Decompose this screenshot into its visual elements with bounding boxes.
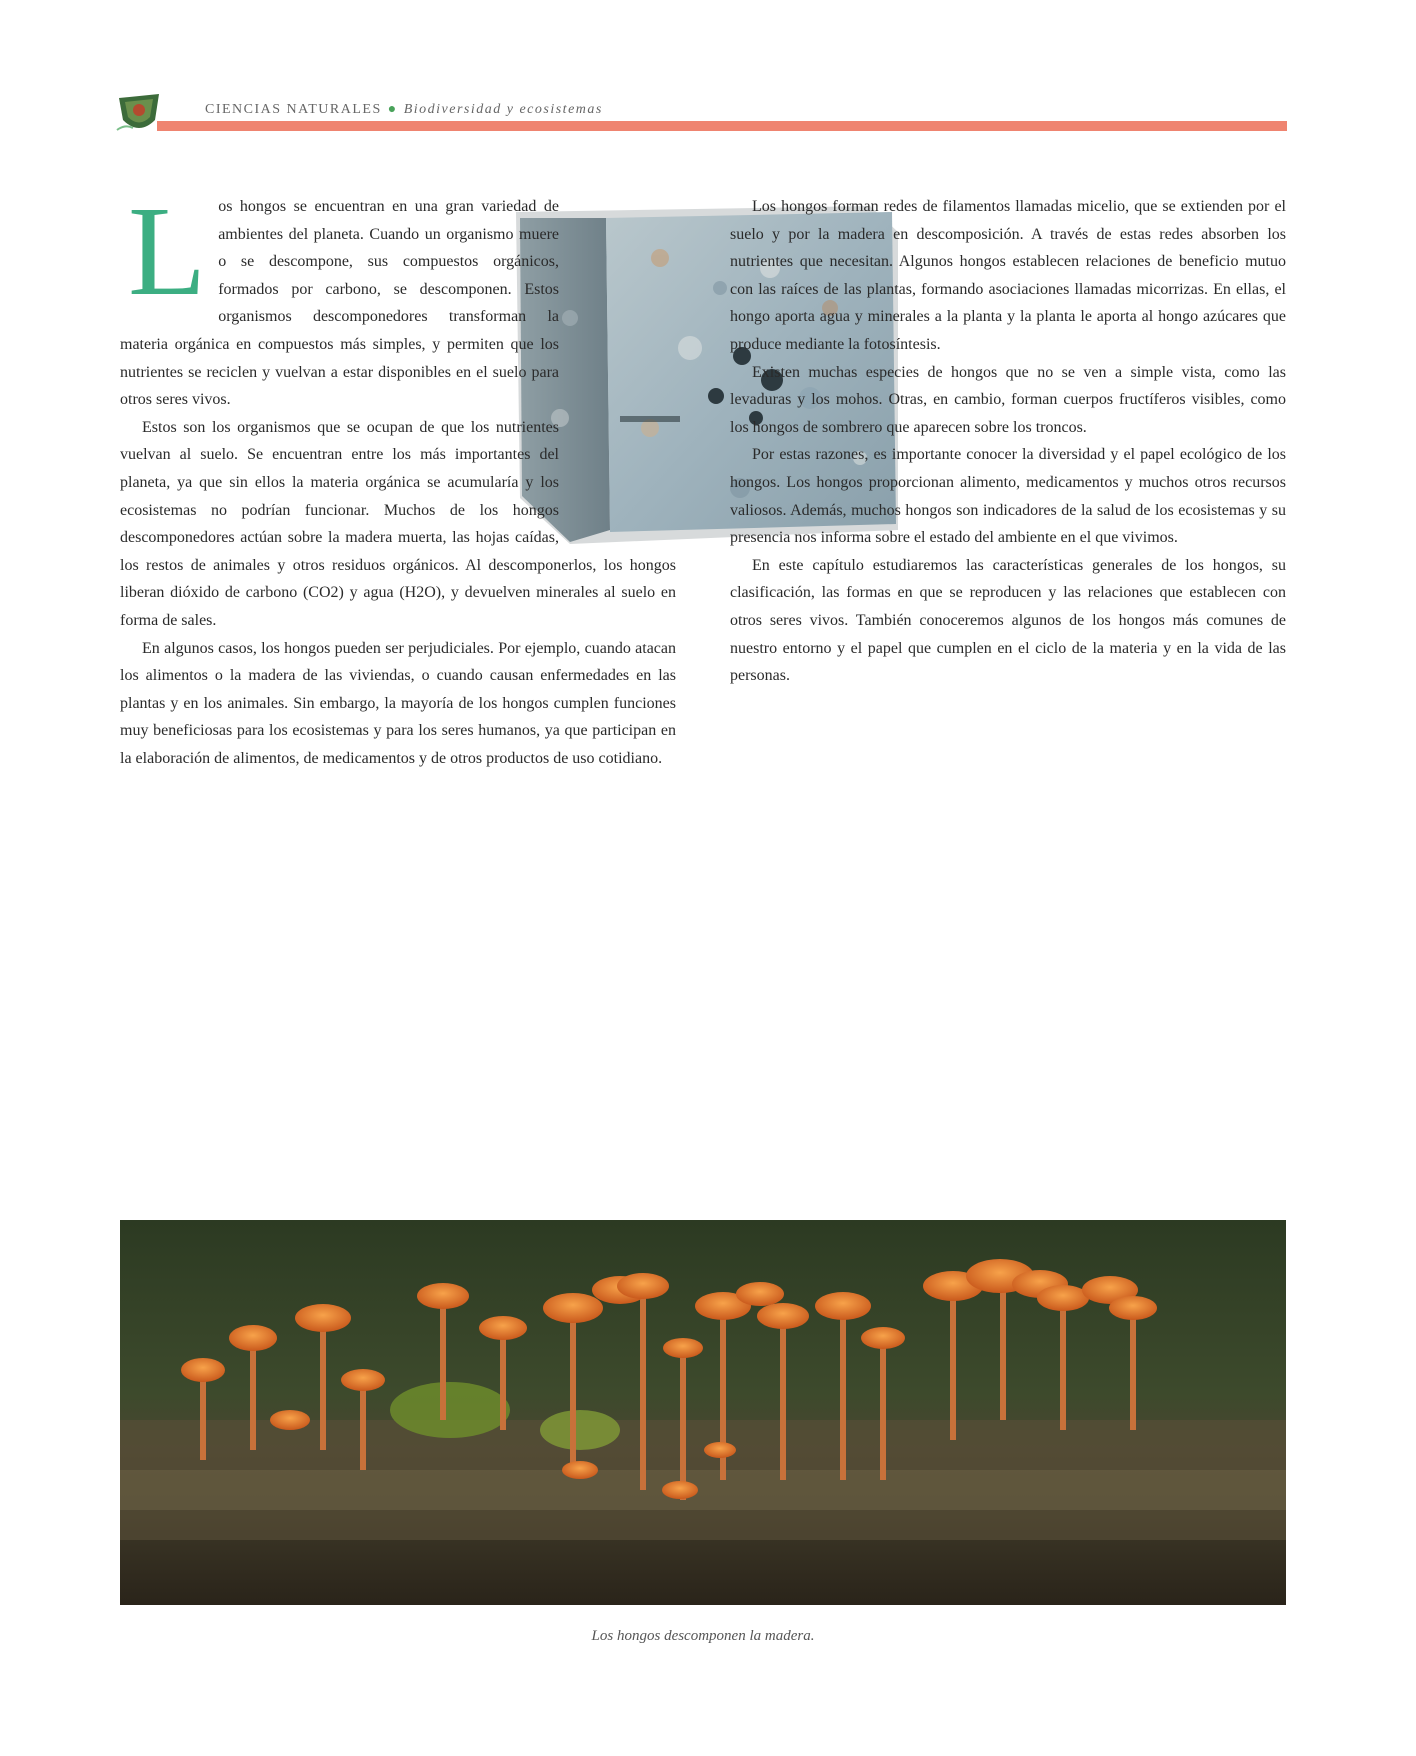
header-subsection: Biodiversidad y ecosistemas: [403, 102, 603, 117]
separator-dot: ●: [387, 102, 398, 117]
header-title: [205, 102, 603, 118]
right-paragraph: Por estas razones, es importante conocer la diversidad y el papel ecológico de los hongos. Los hongos proporcionan alimento, medicamentos y muchos otros recursos valiosos. Además, muchos hongos son indicadores de la salud de los ecosistemas y su presencia nos informa sobre el estado del ambiente en el que vivimos.: [730, 446, 1286, 547]
left-paragraph: os hongos se encuentran en una gran variedad de ambientes del planeta. Cuando un organismo muere o se descompone, sus compuestos orgánicos, formados por carbono, se descomponen. Estos organismos descomponedores transforman la materia orgánica en compuestos más simples, y permiten que los nutrientes se reciclen y vuelvan a estar disponibles en el suelo para otros seres vivos.: [120, 198, 559, 409]
right-paragraph: Existen muchas especies de hongos que no se ven a simple vista, como las levaduras y los mohos. Otras, en cambio, forman cuerpos fructíferos visibles, como los hongos de sombrero que aparecen sobre los troncos.: [730, 363, 1286, 436]
cube-photo-wrap: [470, 193, 666, 538]
orange-mushrooms-on-log-photo: [120, 1220, 1286, 1605]
dropcap: L: [128, 180, 207, 322]
right-paragraph: Los hongos forman redes de filamentos llamadas micelio, que se extienden por el suelo y por la madera en descomposición. A través de estas redes absorben los nutrientes que necesitan. Algunos hongos establecen relaciones de beneficio mutuo con las raíces de las plantas, formando asociaciones llamadas micorrizas. En ellas, el hongo aporta agua y minerales a la planta y la planta le aporta al hongo azúcares que produce mediante la fotosíntesis.: [730, 198, 1286, 353]
article-right-column: [730, 193, 1286, 690]
left-paragraph: Estos son los organismos que se ocupan de que los nutrientes vuelvan al suelo. Se encuentran entre los más importantes del planeta, ya que sin ellos la materia orgánica se acumularía y los ecosistemas no podrían funcionar. Muchos de los hongos descomponedores actúan sobre la madera muerta, las hojas caídas, los restos de animales y otros residuos orgánicos. Al descomponerlos, los hongos liberan dióxido de carbono (CO2) y agua (H2O), y devuelven minerales al suelo en forma de sales.: [120, 418, 676, 629]
header-section: CIENCIAS NATURALES: [205, 102, 382, 117]
leaf-emblem-icon: [115, 90, 163, 134]
page-header: [95, 88, 1287, 138]
header-rule: [157, 121, 1287, 131]
left-paragraph: En algunos casos, los hongos pueden ser perjudiciales. Por ejemplo, cuando atacan los alimentos o la madera de las viviendas, o cuando causan enfermedades en las plantas y en los animales. Sin embargo, la mayoría de los hongos cumplen funciones muy beneficiosas para los ecosistemas y para los seres humanos, ya que participan en la elaboración de alimentos, de medicamentos y de otros productos de uso cotidiano.: [120, 639, 676, 767]
right-paragraph: En este capítulo estudiaremos las características generales de los hongos, su clasificación, las formas en que se reproducen y las relaciones que establecen con otros seres vivos. También conoceremos algunos de los hongos más comunes de nuestro entorno y el papel que cumplen en el ciclo de la materia y en la vida de las personas.: [730, 556, 1286, 685]
photo-caption: Los hongos descomponen la madera.: [591, 1628, 815, 1644]
